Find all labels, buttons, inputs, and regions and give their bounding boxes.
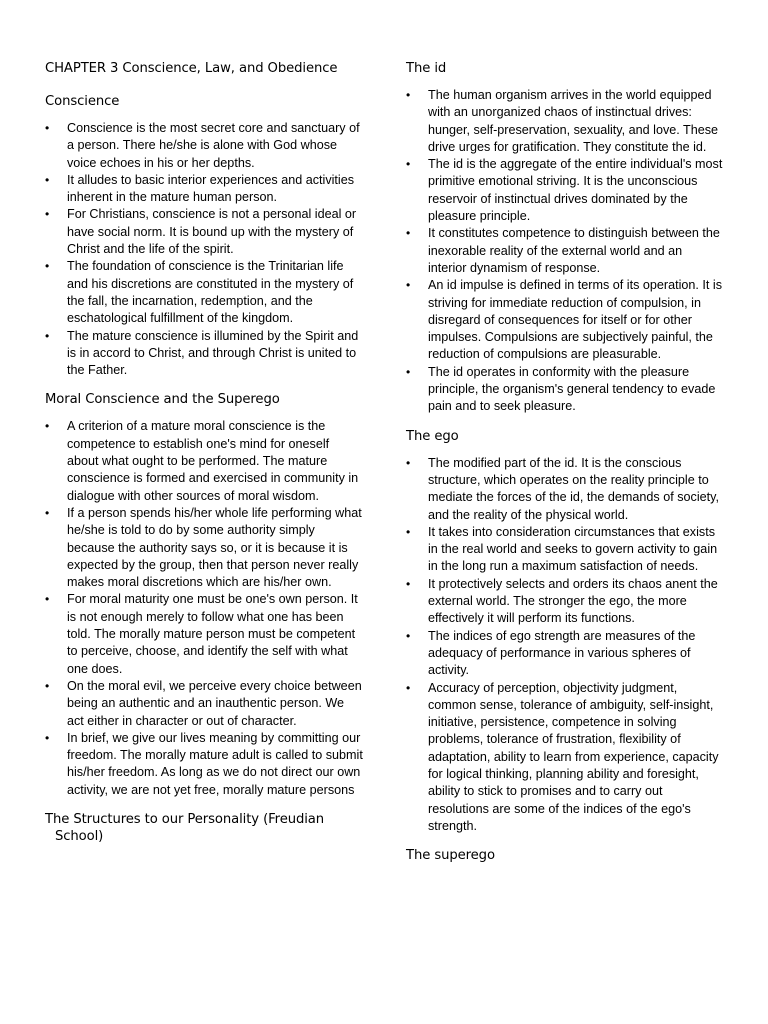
section-heading-ego: The ego	[406, 428, 459, 444]
left-column	[45, 60, 363, 845]
list-item: • Accuracy of perception, objectivity judgment, common sense, tolerance of ambiguity, self-insight, initiative, persistence, competence in solving problems, tolerance of frustration, flexibility of adaptation, ability to learn from experience, capacity for logical thinking, planning ability and foresight, ability to stick to promises and to carry out resolutions are some of the indices of the ego's strength.	[406, 680, 724, 836]
bullet-list-id	[406, 87, 724, 416]
section-heading-conscience: Conscience	[45, 94, 120, 109]
section-heading-superego: The superego	[406, 848, 495, 864]
list-item: • An id impulse is defined in terms of its operation. It is striving for immediate reduction of compulsion, in disregard of consequences for itself or for other impulses. Compulsions are subjectively painful, the reduction of compulsions are pleasurable.	[406, 277, 724, 363]
list-item: • The foundation of conscience is the Trinitarian life and his discretions are constituted in the mystery of the fall, the incarnation, redemption, and the eschatological fulfillment of the kingdom.	[45, 258, 363, 327]
bullet-list-conscience	[45, 120, 363, 379]
list-item: • The mature conscience is illumined by the Spirit and is in accord to Christ, and through Christ is united to the Father.	[45, 328, 363, 380]
bullet-list-moral-conscience	[45, 418, 363, 799]
list-item: • A criterion of a mature moral conscience is the competence to establish one's mind for oneself about what ought to be performed. The mature conscience is formed and exercised in community in dialogue with other sources of moral wisdom.	[45, 418, 363, 504]
list-item: • Conscience is the most secret core and sanctuary of a person. There he/she is alone with God whose voice echoes in his or her depths.	[45, 120, 363, 172]
list-item: • It protectively selects and orders its chaos anent the external world. The stronger the ego, the more effectively it will perform its functions.	[406, 576, 724, 628]
list-item: • The human organism arrives in the world equipped with an unorganized chaos of instinctual drives: hunger, self-preservation, sexuality, and love. These drive urges for gratification. They constitute the id.	[406, 87, 724, 156]
list-item: • For Christians, conscience is not a personal ideal or have social norm. It is bound up with the mystery of Christ and the life of the spirit.	[45, 206, 363, 258]
list-item: • The id operates in conformity with the pleasure principle, the organism's general tendency to evade pain and to seek pleasure.	[406, 364, 724, 416]
list-item: • For moral maturity one must be one's own person. It is not enough merely to follow what one has been told. The morally mature person must be competent to perceive, choose, and identify the self with what one does.	[45, 591, 363, 677]
bullet-list-ego	[406, 455, 724, 836]
list-item: • If a person spends his/her whole life performing what he/she is told to do by some authority simply because the authority says so, or it is because it is expected by the group, then that person never really makes moral discretions which are his/her own.	[45, 505, 363, 591]
chapter-title: CHAPTER 3 Conscience, Law, and Obedience	[45, 61, 338, 76]
list-item: • The modified part of the id. It is the conscious structure, which operates on the reality principle to mediate the forces of the id, the demands of society, and the reality of the physical world.	[406, 455, 724, 524]
list-item: • In brief, we give our lives meaning by committing our freedom. The morally mature adult is called to submit his/her freedom. As long as we do not direct our own activity, we are not yet free, morally mature persons	[45, 730, 363, 799]
section-heading-structures: The Structures to our Personality (Freudian School)	[45, 811, 325, 844]
list-item: • It takes into consideration circumstances that exists in the real world and seeks to govern activity to gain in the long run a maximum satisfaction of needs.	[406, 524, 724, 576]
section-heading-id: The id	[406, 61, 447, 76]
list-item: • On the moral evil, we perceive every choice between being an authentic and an inauthentic person. We act either in character or out of character.	[45, 678, 363, 730]
list-item: • It constitutes competence to distinguish between the inexorable reality of the external world and an interior dynamism of response.	[406, 225, 724, 277]
list-item: • The id is the aggregate of the entire individual's most primitive emotional striving. It is the unconscious reservoir of instinctual drives dominated by the pleasure principle.	[406, 156, 724, 225]
right-column	[406, 60, 724, 864]
section-heading-moral-conscience: Moral Conscience and the Superego	[45, 392, 280, 408]
list-item: • The indices of ego strength are measures of the adequacy of performance in various spheres of activity.	[406, 628, 724, 680]
list-item: • It alludes to basic interior experiences and activities inherent in the mature human person.	[45, 172, 363, 207]
